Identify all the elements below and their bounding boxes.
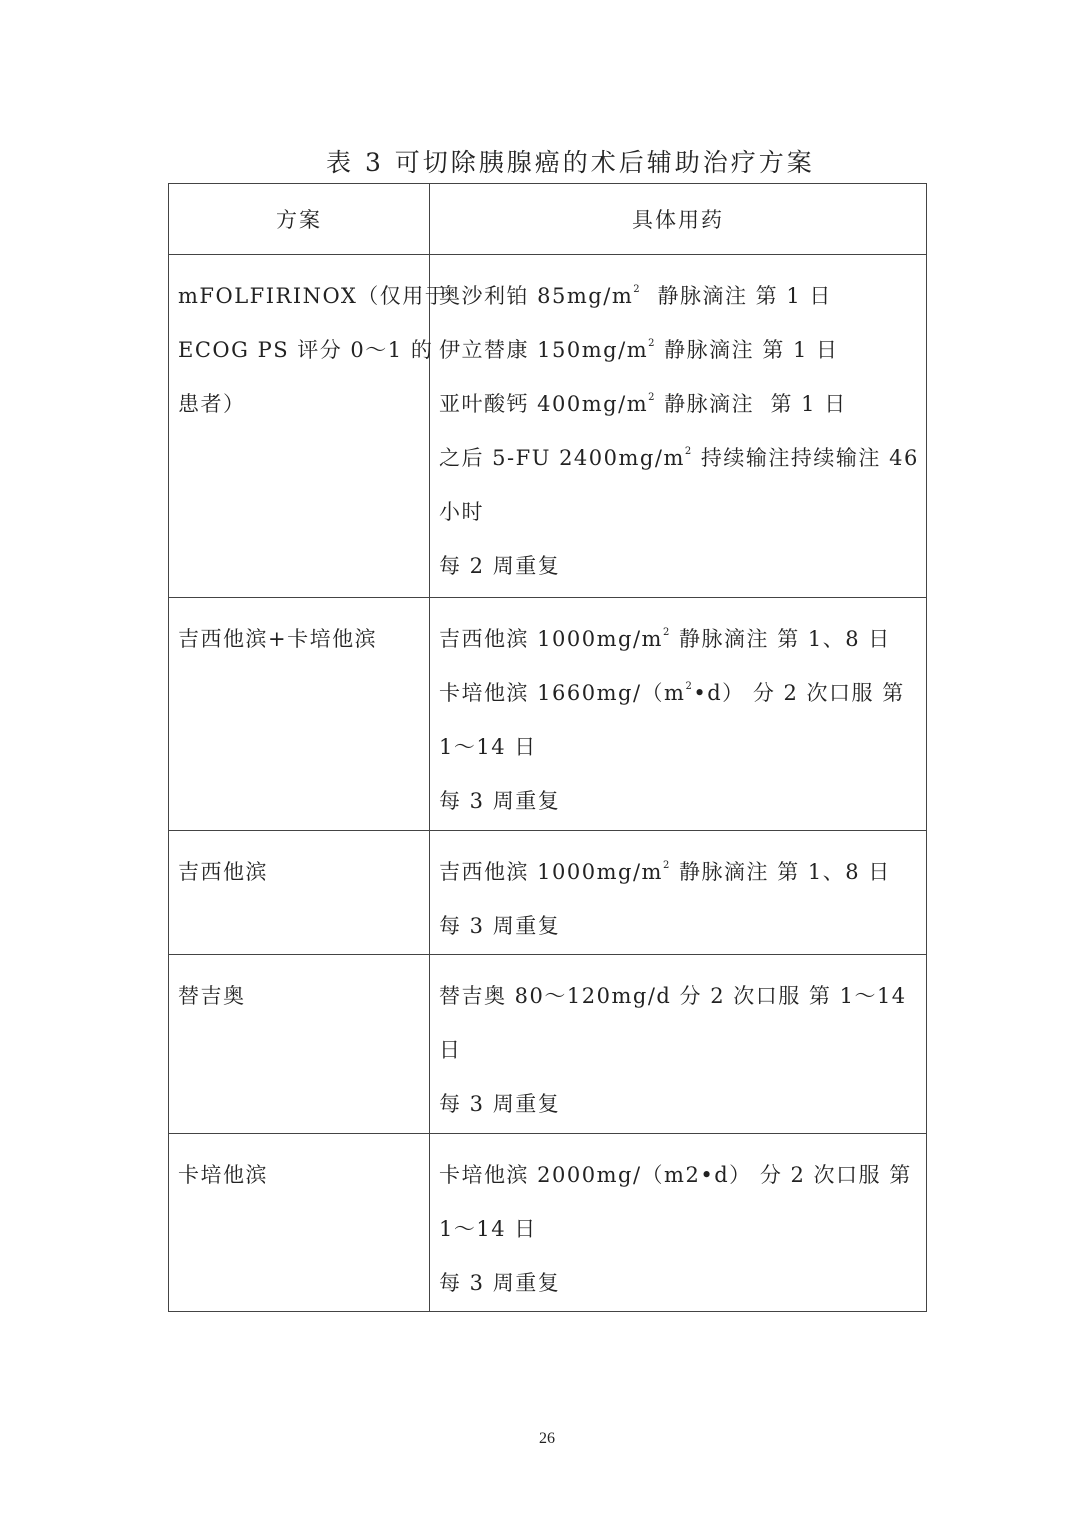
header-drugs: 具体用药	[430, 184, 927, 255]
drug-line: 奥沙利铂 $85mg/m^2$ 静脉滴注 第 1 日	[439, 284, 832, 308]
drug-line: 卡培他滨 $1660mg/(m^2•d)$ 分 2 次口服 第	[439, 681, 905, 705]
drug-line: 每 3 周重复	[439, 1092, 561, 1116]
drug-line: 每 3 周重复	[439, 914, 561, 938]
scheme-line: 替吉奥	[178, 984, 246, 1008]
drugs-cell	[430, 831, 927, 955]
table-row	[169, 1134, 927, 1312]
drug-line: 伊立替康 $150mg/m^2$ 静脉滴注 第 1 日	[439, 338, 839, 362]
scheme-cell	[169, 831, 430, 955]
drugs-cell	[430, 1134, 927, 1312]
drug-line: 每 2 周重复	[439, 554, 561, 578]
table-title: 表 3 可切除胰腺癌的术后辅助治疗方案	[326, 148, 815, 177]
drug-line: 每 3 周重复	[439, 789, 561, 813]
drug-line: 之后 5-FU $2400mg/m^2$ 持续输注持续输注 46	[439, 446, 919, 470]
scheme-line: 吉西他滨	[178, 860, 268, 884]
drug-line: 亚叶酸钙 $400mg/m^2$ 静脉滴注 第 1 日	[439, 392, 847, 416]
drugs-cell	[430, 598, 927, 831]
scheme-line: 吉西他滨+卡培他滨	[178, 627, 378, 651]
scheme-cell	[169, 1134, 430, 1312]
scheme-line: mFOLFIRINOX（仅用于	[178, 284, 448, 308]
drug-line: 吉西他滨 $1000mg/m^2$ 静脉滴注 第 1、8 日	[439, 627, 891, 651]
scheme-cell	[169, 255, 448, 598]
scheme-line: ECOG PS 评分 0～1 的	[178, 338, 434, 362]
table-row	[169, 598, 927, 831]
drug-line: 每 3 周重复	[439, 1271, 561, 1295]
drug-line: 小时	[439, 500, 484, 524]
scheme-cell	[169, 955, 430, 1134]
drugs-cell	[430, 255, 927, 598]
scheme-line: 患者）	[178, 392, 246, 416]
scheme-cell	[169, 598, 430, 831]
adjuvant-therapy-table	[168, 183, 927, 1312]
table-row	[169, 955, 927, 1134]
drug-line: 吉西他滨 $1000mg/m^2$ 静脉滴注 第 1、8 日	[439, 860, 891, 884]
drug-line: 1～14 日	[439, 735, 537, 759]
table-row	[169, 255, 927, 598]
drugs-cell	[430, 955, 927, 1134]
header-scheme: 方案	[169, 184, 430, 255]
drug-line: 替吉奥 80～120mg/d 分 2 次口服 第 1～14	[439, 984, 907, 1008]
page-number: 26	[539, 1430, 555, 1447]
drug-line: 卡培他滨 2000mg/（m2•d） 分 2 次口服 第	[439, 1163, 912, 1187]
table-row	[169, 831, 927, 955]
scheme-line: 卡培他滨	[178, 1163, 268, 1187]
drug-line: 日	[439, 1038, 462, 1062]
drug-line: 1～14 日	[439, 1217, 537, 1241]
table-header-row	[169, 184, 927, 255]
